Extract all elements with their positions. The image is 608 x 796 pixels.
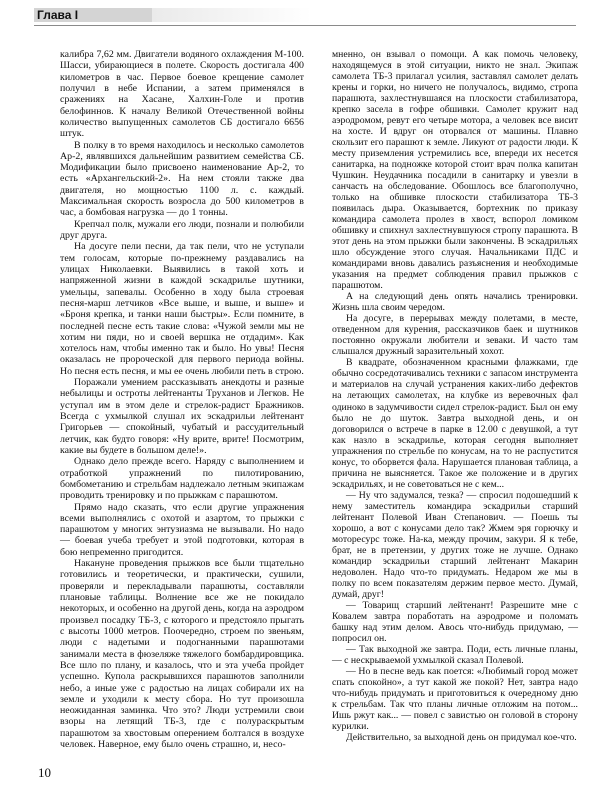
chapter-title: Глава I bbox=[37, 8, 79, 22]
paragraph: — Но в песне ведь как поется: «Любимый город может спать спокойно», а тут какой же покой? Нет, завтра надо что-нибудь придумать и приготовиться к очередному дню к стрельбам. Так что планы личные отложим на потом... Ишь ржут как... — повел с завистью он головой в сторону курилки. bbox=[332, 665, 578, 732]
paragraph: калибра 7,62 мм. Двигатели водяного охлаждения М-100. Шасси, убирающиеся в полете. Скорость достигала 400 километров в час. Первое боевое крещение самолет получил в небе Испании, а затем применялся в сражениях на Хасане, Халхин-Голе и против белофиннов. К началу Великой Отечественной войны количество выпущенных самолетов СБ достигало 6656 штук. bbox=[60, 49, 304, 140]
paragraph: Поражали умением рассказывать анекдоты и разные небылицы и остроты лейтенанты Труханов и Легков. Не уступал им в этом деле и стрелок-радист Бражников. Всегда с ухмылкой слушал их эскадрильи лейтенант Григорьев — спокойный, чубатый и рассудительный летчик, как будто говоря: «Ну врите, врите! Посмотрим, какие вы будете в большом деле!». bbox=[60, 377, 304, 456]
paragraph: В квадрате, обозначенном красными флажками, где обычно сосредотачивались техники с запасом инструмента и материалов на случай устранения каких-либо дефектов на летающих самолетах, на клубке из веревочных фал одиноко в задумчивости сидел стрелок-радист. Был он ему было не до шуток. Завтра выходной день, и он договорился о встрече в парке в 12.00 с девушкой, а тут как назло в эскадрилье, которая сегодня выполняет упражнения по стрельбе по конусам, на то не распустится конус, то оборвется фала. Нарушается плановая таблица, а причина не выясняется. Такое же положение и в других эскадрильях, и не советоваться не с кем... bbox=[332, 357, 578, 490]
header-rule bbox=[34, 25, 576, 26]
paragraph: В полку в то время находилось и несколько самолетов Ар-2, являвшихся дальнейшим развитием семейства СБ. Модификации было присвоено наименование Ар-2, то есть «Архангельский-2». На нем стояли также два двигателя, но мощностью 1100 л. с. каждый. Максимальная скорость возросла до 500 километров в час, а бомбовая нагрузка — до 1 тонны. bbox=[60, 139, 304, 219]
paragraph: А на следующий день опять начались тренировки. Жизнь шла своим чередом. bbox=[332, 291, 578, 314]
paragraph: — Ну что задумался, тезка? — спросил подошедший к нему заместитель командира эскадрильи старший лейтенант Полевой Иван Степанович. — Поешь ты хорошо, а вот с конусами дело так? Жмем эря горючку и моторесурс тоже. На-ка, между прочим, закури. Я к тебе, брат, не в претензии, у других тоже не лучше. Однако командир эскадрильи старший лейтенант Макарин недоволен. Надо что-то придумать. Недаром же мы в полку по всем показателям держим первое место. Думай, думай, друг! bbox=[332, 489, 578, 600]
left-column bbox=[60, 49, 304, 750]
paragraph: На досуге пели песни, да так пели, что не уступали тем голосам, которые по-прежнему раздавались на улицах Николаевки. Выявились в такой хоть и напряженной жизни в каждой эскадрилье шутники, умельцы, запевалы. Особенно в ходу была строевая песня-марш летчиков «Все выше, и выше, и выше» и «Броня крепка, и танки наши быстры». Если помните, в последней песне есть такие слова: «Чужой земли мы не хотим ни пяди, но и своей вершка не отдадим». Как хотелось нам, чтобы именно так и было. Но увы! Песня оказалась не пророческой для первого периода войны. Но песня есть песня, и мы ее очень любили петь в строю. bbox=[60, 241, 304, 377]
paragraph: — Товарищ старший лейтенант! Разрешите мне с Ковалем завтра поработать на аэродроме и поломать башку над этим делом. Авось что-нибудь придумаю, — попросил он. bbox=[332, 599, 578, 644]
paragraph: — Так выходной же завтра. Поди, есть личные планы, — с нескрываемой ухмылкой сказал Полевой. bbox=[332, 643, 578, 666]
paragraph: Накануне проведения прыжков все были тщательно готовились и теоретически, и практически, сушили, проверяли и перекладывали парашюты, составляли плановые таблицы. Волнение все же не покидало некоторых, и особенно на другой день, когда на аэродром произвел посадку ТБ-3, с которого и предстояло прыгать с высоты 1000 метров. Поочередно, строем по звеньям, люди с надетыми и подогнанными парашютами занимали места в фюзеляже тяжелого бомбардировщика. Все шло по плану, и казалось, что и эта учеба пройдет успешно. Купола раскрывшихся парашютов заполнили небо, а иные уже с радостью на лицах собирали их на земле и уходили к месту сбора. Но тут произошла неожиданная заминка. Что это? Люди устремили свои взоры на летящий ТБ-3, где с полураскрытым парашютом за хвостовым оперением болтался в воздухе человек. Наверное, ему было очень страшно, и, несо- bbox=[60, 558, 304, 751]
page-number: 10 bbox=[38, 765, 51, 780]
chapter-header-shading bbox=[152, 8, 312, 22]
paragraph: Однако дело прежде всего. Наряду с выполнением и отработкой упражнений по пилотированию, бомбометанию и стрельбам надлежало летным экипажам проводить тренировку и по прыжкам с парашютом. bbox=[60, 456, 304, 502]
paragraph: На досуге, в перерывах между полетами, в месте, отведенном для курения, рассказчиков баек и шутников постоянно окружали любители и зеваки. И часто там слышался дружный заразительный хохот. bbox=[332, 313, 578, 358]
paragraph: Действительно, за выходной день он придумал кое-что. bbox=[346, 731, 577, 743]
paragraph: Прямо надо сказать, что если другие упражнения всеми выполнялись с охотой и азартом, то прыжки с парашютом у многих энтузиазма не вызывали. Но надо — боевая учеба требует и этой подготовки, которая в бою непременно пригодится. bbox=[60, 501, 304, 558]
paragraph: мненно, он взывал о помощи. А как помочь человеку, находящемуся в этой ситуации, никто не знал. Экипаж самолета ТБ-3 прилагал усилия, заставлял самолет делать крены и горки, но ничего не получалось, видимо, стропа парашюта, захлестнувшаяся на плоскости стабилизатора, крепко засела в гофре обшивки. Самолет кружит над аэродромом, ревут его четыре мотора, а человек все висит на хосте. И вдруг он оторвался от машины. Плавно скользит его парашют к земле. Ликуют от радости люди. К месту приземления устремились все, впереди их несется санитарка, на подножке которой стоит врач полка капитан Чушкин. Неудачника посадили в санитарку и увезли в санчасть на обследование. Обошлось все благополучно, только на обшивке плоскости стабилизатора ТБ-3 появилась дыра. Оказывается, бортехник по приказу командира самолета пролез в хвост, вспорол ломиком обшивку и спихнул захлестнувшуюся стропу парашюта. В этот день на этом прыжки были закончены. В эскадрильях шло обсуждение этого случая. Начальниками ПДС и командирами вновь давались разъяснения и необходимые указания на предмет соблюдения правил прыжков с парашютом. bbox=[332, 49, 578, 292]
right-column bbox=[332, 49, 578, 743]
paragraph: Крепчал полк, мужали его люди, познали и полюбили друг друга. bbox=[60, 218, 304, 241]
